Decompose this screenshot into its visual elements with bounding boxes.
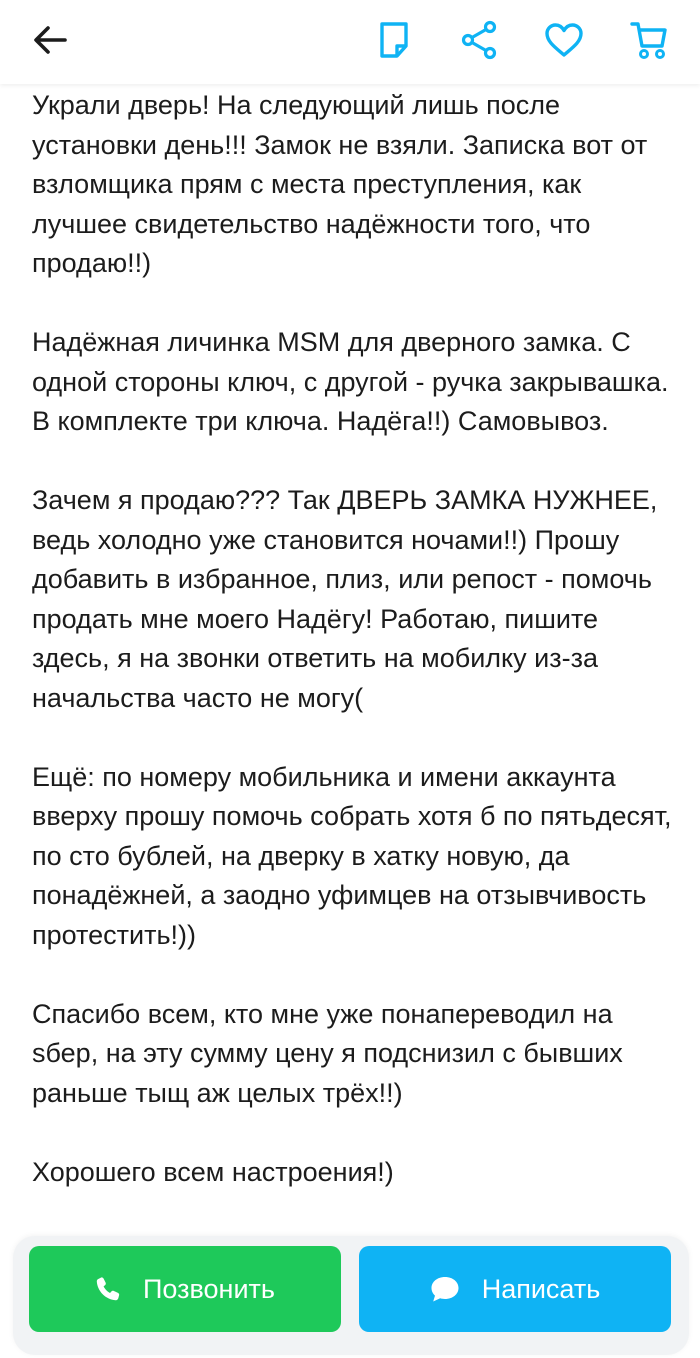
- heart-icon: [544, 22, 584, 63]
- description-paragraph: Спасибо всем, кто мне уже понапереводил на sбер, на эту сумму цену я подснизил с бывших раньше тыщ аж целых трёх!!): [32, 998, 631, 1108]
- description-paragraph: Украли дверь! На следующий лишь после установки день!!! Замок не взяли. Записка вот от взломщика прям с места преступления, как лучшее свидетельство надёжности того, что продаю!!): [32, 90, 655, 278]
- description-section: [32, 84, 682, 1234]
- bottom-action-bar: [13, 1236, 689, 1355]
- description-paragraph: Зачем я продаю??? Так ДВЕРЬ ЗАМКА НУЖНЕЕ, ведь холодно уже становится ночами!!) Прошу добавить в избранное, плиз, или репост - помочь продать мне моего Надёгу! Работаю, пишите здесь, я на звонки ответить на мобилку из-за начальства часто не могу(: [32, 485, 665, 713]
- message-button[interactable]: [359, 1246, 671, 1332]
- call-button[interactable]: [29, 1246, 341, 1332]
- share-icon: [460, 20, 498, 65]
- arrow-left-icon: [33, 25, 67, 60]
- cart-icon: [630, 20, 668, 65]
- cart-button[interactable]: [621, 14, 677, 70]
- description-paragraph: Хорошего всем настроения!): [32, 1156, 394, 1187]
- top-bar: [0, 0, 700, 84]
- chat-bubble-icon: [430, 1275, 460, 1303]
- share-button[interactable]: [451, 14, 507, 70]
- note-button[interactable]: [366, 14, 422, 70]
- back-button[interactable]: [22, 14, 78, 70]
- description-paragraph: Ещё: по номеру мобильника и имени аккаунта вверху прошу помочь собрать хотя б по пятьдесят, по сто бублей, на дверку в хатку новую, да понадёжней, а заодно уфимцев на отзывчивость протестить!)): [32, 761, 680, 950]
- favorite-button[interactable]: [536, 14, 592, 70]
- message-button-label: Написать: [481, 1273, 601, 1304]
- description-paragraph: Надёжная личинка MSM для дверного замка. С одной стороны ключ, с другой - ручка закрывашка. В комплекте три ключа. Надёга!!) Самовывоз.: [32, 327, 677, 436]
- description-text: [32, 84, 682, 1192]
- note-icon: [378, 21, 410, 64]
- phone-icon: [95, 1276, 121, 1302]
- call-button-label: Позвонить: [143, 1273, 275, 1304]
